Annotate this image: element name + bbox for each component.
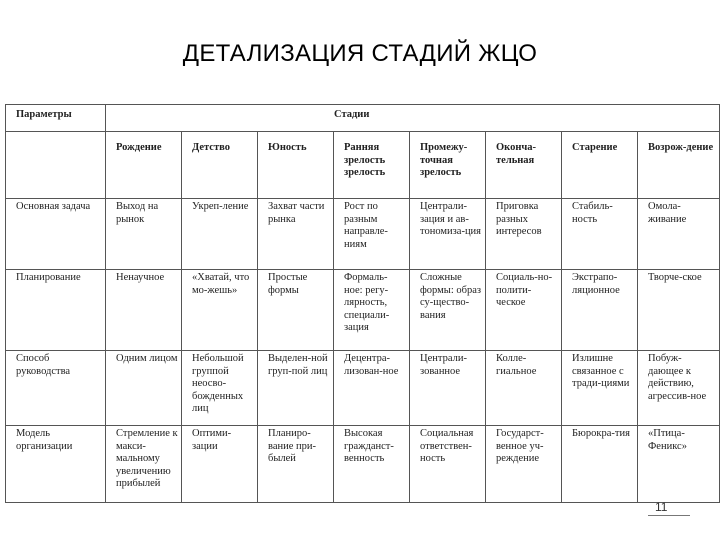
- table-cell: Небольшой группой неосво-божденных лиц: [182, 351, 258, 426]
- table-cell: Стабиль-ность: [562, 199, 638, 270]
- table-cell: Выход на рынок: [106, 199, 182, 270]
- stage-name: Промежу-точная зрелость: [410, 132, 486, 199]
- table-cell: «Хватай, что мо-жешь»: [182, 270, 258, 351]
- table-cell: Излишне связанное с тради-циями: [562, 351, 638, 426]
- slide-title: ДЕТАЛИЗАЦИЯ СТАДИЙ ЖЦО: [182, 40, 538, 67]
- table-cell: Централи-зация и ав-тономиза-ция: [410, 199, 486, 270]
- table-cell: Бюрокра-тия: [562, 426, 638, 503]
- table-cell: Государст-венное уч-реждение: [486, 426, 562, 503]
- stages-table: [5, 104, 720, 503]
- stage-name: Детство: [182, 132, 258, 199]
- stage-name: Оконча-тельная: [486, 132, 562, 199]
- table-cell: Одним лицом: [106, 351, 182, 426]
- stage-name: Ранняя зрелость зрелость: [334, 132, 410, 199]
- table-cell: Оптими-зации: [182, 426, 258, 503]
- page-number: 11: [655, 500, 668, 514]
- table-cell: Социаль-но-полити-ческое: [486, 270, 562, 351]
- header-row: [6, 105, 720, 132]
- param-label: Планирование: [6, 270, 106, 351]
- stage-name: Рождение: [106, 132, 182, 199]
- page-number-underline: [648, 515, 690, 516]
- table-cell: Социальная ответствен-ность: [410, 426, 486, 503]
- table-cell: Выделен-ной груп-пой лиц: [258, 351, 334, 426]
- table-cell: Творче-ское: [638, 270, 720, 351]
- table-cell: Планиро-вание при-былей: [258, 426, 334, 503]
- table-cell: Централи-зованное: [410, 351, 486, 426]
- stage-name: Юность: [258, 132, 334, 199]
- stage-name: Возрож-дение: [638, 132, 720, 199]
- table-row: [6, 270, 720, 351]
- table-cell: Простые формы: [258, 270, 334, 351]
- table-row: [6, 199, 720, 270]
- lifecycle-stages-table: [5, 104, 719, 503]
- table-cell: Ненаучное: [106, 270, 182, 351]
- table-cell: Колле-гиальное: [486, 351, 562, 426]
- table-cell: «Птица-Феникс»: [638, 426, 720, 503]
- stage-name: Старение: [562, 132, 638, 199]
- table-cell: Стремление к макси-мальному увеличению прибылей: [106, 426, 182, 503]
- table-row: [6, 426, 720, 503]
- table-cell: Захват части рынка: [258, 199, 334, 270]
- table-cell: Укреп-ление: [182, 199, 258, 270]
- table-cell: Высокая гражданст-венность: [334, 426, 410, 503]
- table-cell: Побуж-дающее к действию, агрессив-ное: [638, 351, 720, 426]
- table-cell: Омола-живание: [638, 199, 720, 270]
- table-cell: Рост по разным направле-ниям: [334, 199, 410, 270]
- stages-row: [6, 132, 720, 199]
- param-label: Модель организации: [6, 426, 106, 503]
- table-cell: Сложные формы: образ су-щество-вания: [410, 270, 486, 351]
- param-label: Способ руководства: [6, 351, 106, 426]
- table-cell: Формаль-ное: регу-лярность, специали-зация: [334, 270, 410, 351]
- table-row: [6, 351, 720, 426]
- param-label: Основная задача: [6, 199, 106, 270]
- stages-header: Стадии: [106, 105, 720, 132]
- table-cell: Приговка разных интересов: [486, 199, 562, 270]
- table-cell: Экстрапо-ляционное: [562, 270, 638, 351]
- empty-cell: [6, 132, 106, 199]
- table-cell: Децентра-лизован-ное: [334, 351, 410, 426]
- params-header: Параметры: [6, 105, 106, 132]
